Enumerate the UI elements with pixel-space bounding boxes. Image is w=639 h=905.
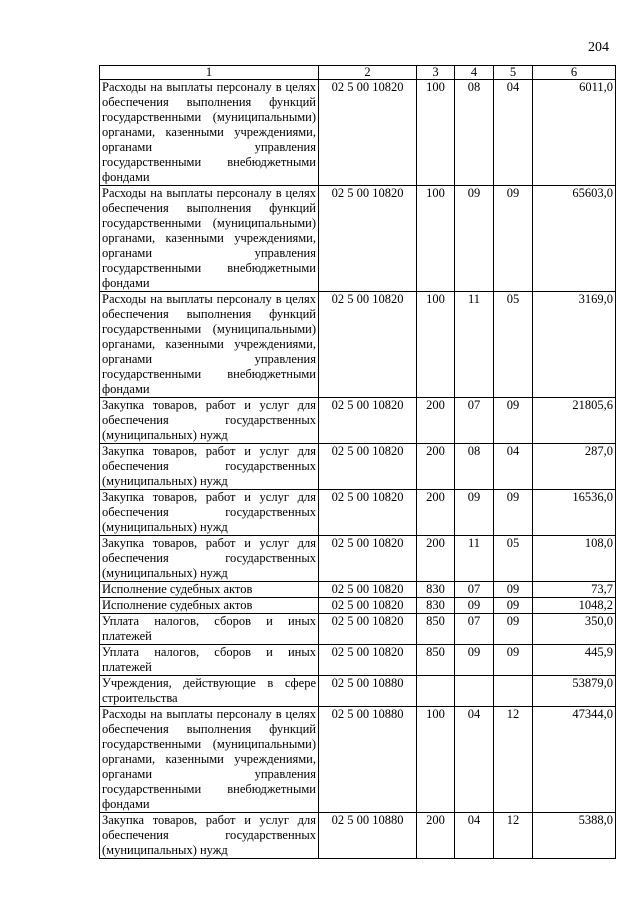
subsection-code: 12 — [494, 707, 533, 813]
subsection-code: 09 — [494, 186, 533, 292]
amount: 1048,2 — [533, 598, 616, 614]
section-code: 04 — [455, 813, 494, 859]
amount: 16536,0 — [533, 490, 616, 536]
expense-type: 200 — [417, 813, 455, 859]
target-code: 02 5 00 10820 — [319, 614, 417, 645]
section-code: 07 — [455, 398, 494, 444]
target-code: 02 5 00 10820 — [319, 444, 417, 490]
item-description: Расходы на выплаты персоналу в целях обеспечения выполнения функций государственными (муниципальными) органами, казенными учреждениями, органами управления государственными внебюджетными фондами — [100, 292, 319, 398]
amount: 53879,0 — [533, 676, 616, 707]
subsection-code: 09 — [494, 490, 533, 536]
expense-type: 830 — [417, 582, 455, 598]
column-header: 5 — [494, 66, 533, 80]
item-description: Расходы на выплаты персоналу в целях обеспечения выполнения функций государственными (муниципальными) органами, казенными учреждениями, органами управления государственными внебюджетными фондами — [100, 80, 319, 186]
target-code: 02 5 00 10820 — [319, 292, 417, 398]
section-code — [455, 676, 494, 707]
subsection-code: 09 — [494, 645, 533, 676]
target-code: 02 5 00 10820 — [319, 536, 417, 582]
subsection-code: 09 — [494, 614, 533, 645]
amount: 65603,0 — [533, 186, 616, 292]
section-code: 09 — [455, 645, 494, 676]
target-code: 02 5 00 10820 — [319, 645, 417, 676]
subsection-code: 12 — [494, 813, 533, 859]
item-description: Уплата налогов, сборов и иных платежей — [100, 614, 319, 645]
target-code: 02 5 00 10820 — [319, 598, 417, 614]
target-code: 02 5 00 10820 — [319, 398, 417, 444]
item-description: Закупка товаров, работ и услуг для обеспечения государственных (муниципальных) нужд — [100, 490, 319, 536]
target-code: 02 5 00 10820 — [319, 490, 417, 536]
section-code: 11 — [455, 292, 494, 398]
expense-type: 830 — [417, 598, 455, 614]
subsection-code: 04 — [494, 80, 533, 186]
item-description: Учреждения, действующие в сфере строительства — [100, 676, 319, 707]
header-row — [100, 66, 616, 80]
expense-type: 100 — [417, 292, 455, 398]
amount: 3169,0 — [533, 292, 616, 398]
amount: 6011,0 — [533, 80, 616, 186]
expense-type: 100 — [417, 80, 455, 186]
budget-table — [99, 65, 616, 859]
expense-type: 850 — [417, 614, 455, 645]
expense-type: 200 — [417, 536, 455, 582]
column-header: 3 — [417, 66, 455, 80]
column-header: 2 — [319, 66, 417, 80]
table-row — [100, 444, 616, 490]
amount: 350,0 — [533, 614, 616, 645]
section-code: 11 — [455, 536, 494, 582]
amount: 108,0 — [533, 536, 616, 582]
expense-type: 200 — [417, 444, 455, 490]
column-header: 6 — [533, 66, 616, 80]
expense-type: 850 — [417, 645, 455, 676]
subsection-code: 09 — [494, 598, 533, 614]
section-code: 09 — [455, 598, 494, 614]
amount: 21805,6 — [533, 398, 616, 444]
item-description: Закупка товаров, работ и услуг для обеспечения государственных (муниципальных) нужд — [100, 813, 319, 859]
table-row — [100, 80, 616, 186]
column-header: 4 — [455, 66, 494, 80]
table-row — [100, 490, 616, 536]
subsection-code: 09 — [494, 398, 533, 444]
amount: 5388,0 — [533, 813, 616, 859]
item-description: Расходы на выплаты персоналу в целях обеспечения выполнения функций государственными (муниципальными) органами, казенными учреждениями, органами управления государственными внебюджетными фондами — [100, 707, 319, 813]
section-code: 08 — [455, 444, 494, 490]
table-row — [100, 186, 616, 292]
target-code: 02 5 00 10880 — [319, 707, 417, 813]
table-row — [100, 813, 616, 859]
amount: 445,9 — [533, 645, 616, 676]
item-description: Исполнение судебных актов — [100, 582, 319, 598]
table-row — [100, 645, 616, 676]
page-number: 204 — [588, 40, 609, 55]
subsection-code: 04 — [494, 444, 533, 490]
section-code: 04 — [455, 707, 494, 813]
item-description: Исполнение судебных актов — [100, 598, 319, 614]
target-code: 02 5 00 10880 — [319, 676, 417, 707]
item-description: Закупка товаров, работ и услуг для обеспечения государственных (муниципальных) нужд — [100, 444, 319, 490]
amount: 73,7 — [533, 582, 616, 598]
table-row — [100, 398, 616, 444]
item-description: Закупка товаров, работ и услуг для обеспечения государственных (муниципальных) нужд — [100, 536, 319, 582]
section-code: 07 — [455, 582, 494, 598]
subsection-code: 09 — [494, 582, 533, 598]
table-row — [100, 676, 616, 707]
target-code: 02 5 00 10880 — [319, 813, 417, 859]
section-code: 09 — [455, 490, 494, 536]
table-row — [100, 598, 616, 614]
target-code: 02 5 00 10820 — [319, 582, 417, 598]
expense-type: 200 — [417, 398, 455, 444]
subsection-code: 05 — [494, 292, 533, 398]
amount: 47344,0 — [533, 707, 616, 813]
table-row — [100, 536, 616, 582]
expense-type: 200 — [417, 490, 455, 536]
expense-type: 100 — [417, 707, 455, 813]
table-row — [100, 707, 616, 813]
item-description: Уплата налогов, сборов и иных платежей — [100, 645, 319, 676]
target-code: 02 5 00 10820 — [319, 80, 417, 186]
expense-type: 100 — [417, 186, 455, 292]
section-code: 08 — [455, 80, 494, 186]
table-row — [100, 582, 616, 598]
target-code: 02 5 00 10820 — [319, 186, 417, 292]
item-description: Расходы на выплаты персоналу в целях обеспечения выполнения функций государственными (муниципальными) органами, казенными учреждениями, органами управления государственными внебюджетными фондами — [100, 186, 319, 292]
subsection-code: 05 — [494, 536, 533, 582]
table-row — [100, 292, 616, 398]
column-header: 1 — [100, 66, 319, 80]
section-code: 07 — [455, 614, 494, 645]
section-code: 09 — [455, 186, 494, 292]
item-description: Закупка товаров, работ и услуг для обеспечения государственных (муниципальных) нужд — [100, 398, 319, 444]
expense-type — [417, 676, 455, 707]
amount: 287,0 — [533, 444, 616, 490]
subsection-code — [494, 676, 533, 707]
table-row — [100, 614, 616, 645]
